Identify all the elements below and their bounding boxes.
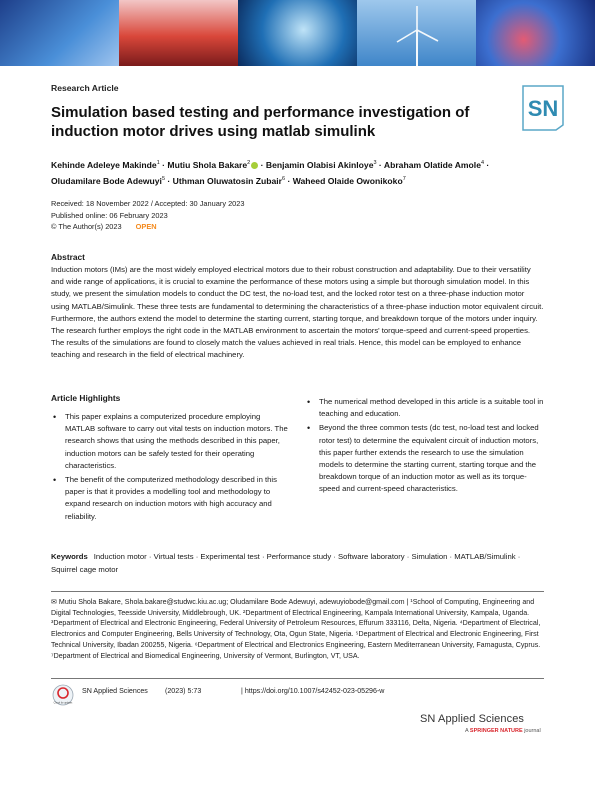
banner-image-molecules bbox=[476, 0, 595, 66]
author-name: Mutiu Shola Bakare bbox=[167, 159, 248, 170]
author-name: Waheed Olaide Owonikoko bbox=[292, 175, 403, 186]
copyright: © The Author(s) 2023 bbox=[51, 222, 122, 231]
author-name: Benjamin Olabisi Akinloye bbox=[265, 159, 374, 170]
abstract-text: Induction motors (IMs) are the most widely employed electrical motors due to their robust construction and adaptability. Due to their versatility and wide range of applications, it is crucial to examine the performance of these motors using a simple but thorough simulation model. In this study, we present the simulation models to conduct the DC test, the no-load test, and the locked rotor test on a three-phase induction motor using MATLAB/Simulink. These three tests are fundamental to determining the characteristics of a three-phase induction motor equivalent circuit. Furthermore, the authors extend the model to determine the starting current, starting torque, and breakdown torque of the motors under inquiry. The research further employs the right code in the MATLAB environment to ascertain the motors' torque-speed and current-speed properties. The results of the simulations are found to closely match the values achieved in real trials. Hence, this model can be employed to enhance teaching and research in the field of electrical machinery. bbox=[51, 265, 544, 360]
sn-logo-icon bbox=[522, 85, 564, 131]
highlight-item: • The numerical method developed in this article is a suitable tool in teaching and education. bbox=[305, 396, 545, 420]
header-banner bbox=[0, 0, 595, 66]
highlights-column-right bbox=[305, 396, 545, 498]
footer-doi-link[interactable]: | https://doi.org/10.1007/s42452-023-05296-w bbox=[241, 687, 385, 695]
banner-image-lab bbox=[0, 0, 119, 66]
highlight-item: • Beyond the three common tests (dc test, no-load test and locked rotor test) to determine the equivalent circuit of induction motors, this paper further extends the research to use the simulation models to determine the starting current, starting torque and the breakdown torque of an induction motor as well as its torque-speed and current-speed characteristics. bbox=[305, 422, 545, 495]
check-for-updates-icon[interactable] bbox=[52, 684, 74, 706]
received-accepted: Received: 18 November 2022 / Accepted: 30 January 2023 bbox=[51, 199, 245, 208]
banner-image-wind-turbine bbox=[357, 0, 476, 66]
divider bbox=[51, 678, 544, 679]
affiliations: ✉ Mutiu Shola Bakare, Shola.bakare@studwc.kiu.ac.ug; Oludamilare Bode Adewuyi, adewuyiobode@gmail.com | ¹School of Computing, Engineering and Digital Technologies, Teesside University, Middlebrough, UK. ²Department of Electrical Engineering, Kampala International University, Kampala, Uganda. ³Department of Electrical and Electronic Engineering, Federal University of Petroleum Resources, Effurum 333116, Delta, Nigeria. ⁴Department of Electrical, Electronics and Computer Engineering, Bells University of Technology, Ota, Ogun State, Nigeria. ⁵Department of Electrical and Electronic Engineering, First Technical University, Ibadan 200255, Nigeria. ⁶Department of Electrical and Electronics Engineering, Eastern Mediterranean University, Famagusta, Cyprus. ⁷Department of Electrical and Biomedical Engineering, University of Vermont, Burlington, VT, USA. bbox=[51, 598, 541, 660]
author-name: Kehinde Adeleye Makinde bbox=[51, 159, 157, 170]
publisher-journal-name: SN Applied Sciences bbox=[420, 713, 525, 725]
keywords bbox=[51, 550, 544, 576]
author-name: Oludamilare Bode Adewuyi bbox=[51, 175, 162, 186]
published-online: Published online: 06 February 2023 bbox=[51, 210, 168, 220]
article-type: Research Article bbox=[51, 83, 119, 93]
highlight-item: • This paper explains a computerized procedure employing MATLAB software to carry out vital tests on induction motors. The research shows that using the methods described in this paper, induction motors can be safely tested for their operating characteristics. bbox=[51, 411, 291, 472]
sn-logo-text: SN bbox=[527, 96, 559, 121]
publisher-line: A SPRINGER NATURE journal bbox=[465, 728, 541, 734]
keywords-label: Keywords bbox=[51, 552, 88, 561]
article-title: Simulation based testing and performance investigation of induction motor drives using matlab simulink bbox=[51, 104, 470, 140]
footer-journal: SN Applied Sciences bbox=[82, 687, 148, 695]
highlights-column-left bbox=[51, 411, 291, 525]
check-for-updates-text: Check for updates bbox=[53, 702, 73, 705]
author-list: Kehinde Adeleye Makinde$^1$ · Mutiu Shola Bakare$^2$ · Benjamin Olabisi Akinloye$^3$ · Abraham Olatide Amole$^4$ · Oludamilare Bode Adewuyi$^5$ · Uthman Oluwatosin Zubair$^6$ · Waheed Olaide Owonikoko$^7$ bbox=[51, 159, 490, 186]
divider bbox=[51, 591, 544, 592]
abstract-heading: Abstract bbox=[51, 252, 85, 262]
keywords-text: Induction motor · Virtual tests · Experimental test · Performance study · Software laboratory · Simulation · MATLAB/Simulink · Squirrel cage motor bbox=[51, 552, 521, 574]
publication-dates bbox=[51, 198, 245, 233]
banner-image-tubes bbox=[119, 0, 238, 66]
open-access-badge: OPEN bbox=[135, 222, 157, 231]
orcid-icon[interactable] bbox=[251, 162, 258, 169]
highlights-heading: Article Highlights bbox=[51, 393, 121, 403]
author-name: Uthman Oluwatosin Zubair bbox=[172, 175, 282, 186]
footer-volume: (2023) 5:73 bbox=[165, 687, 202, 695]
springer-nature-logo: SPRINGER NATURE bbox=[469, 728, 523, 734]
author-name: Abraham Olatide Amole bbox=[383, 159, 481, 170]
banner-image-circuit bbox=[238, 0, 357, 66]
highlight-item: • The benefit of the computerized methodology described in this paper is that it provides a modelling tool and methodology to expand research on induction motors with high accuracy and reliability. bbox=[51, 474, 291, 523]
